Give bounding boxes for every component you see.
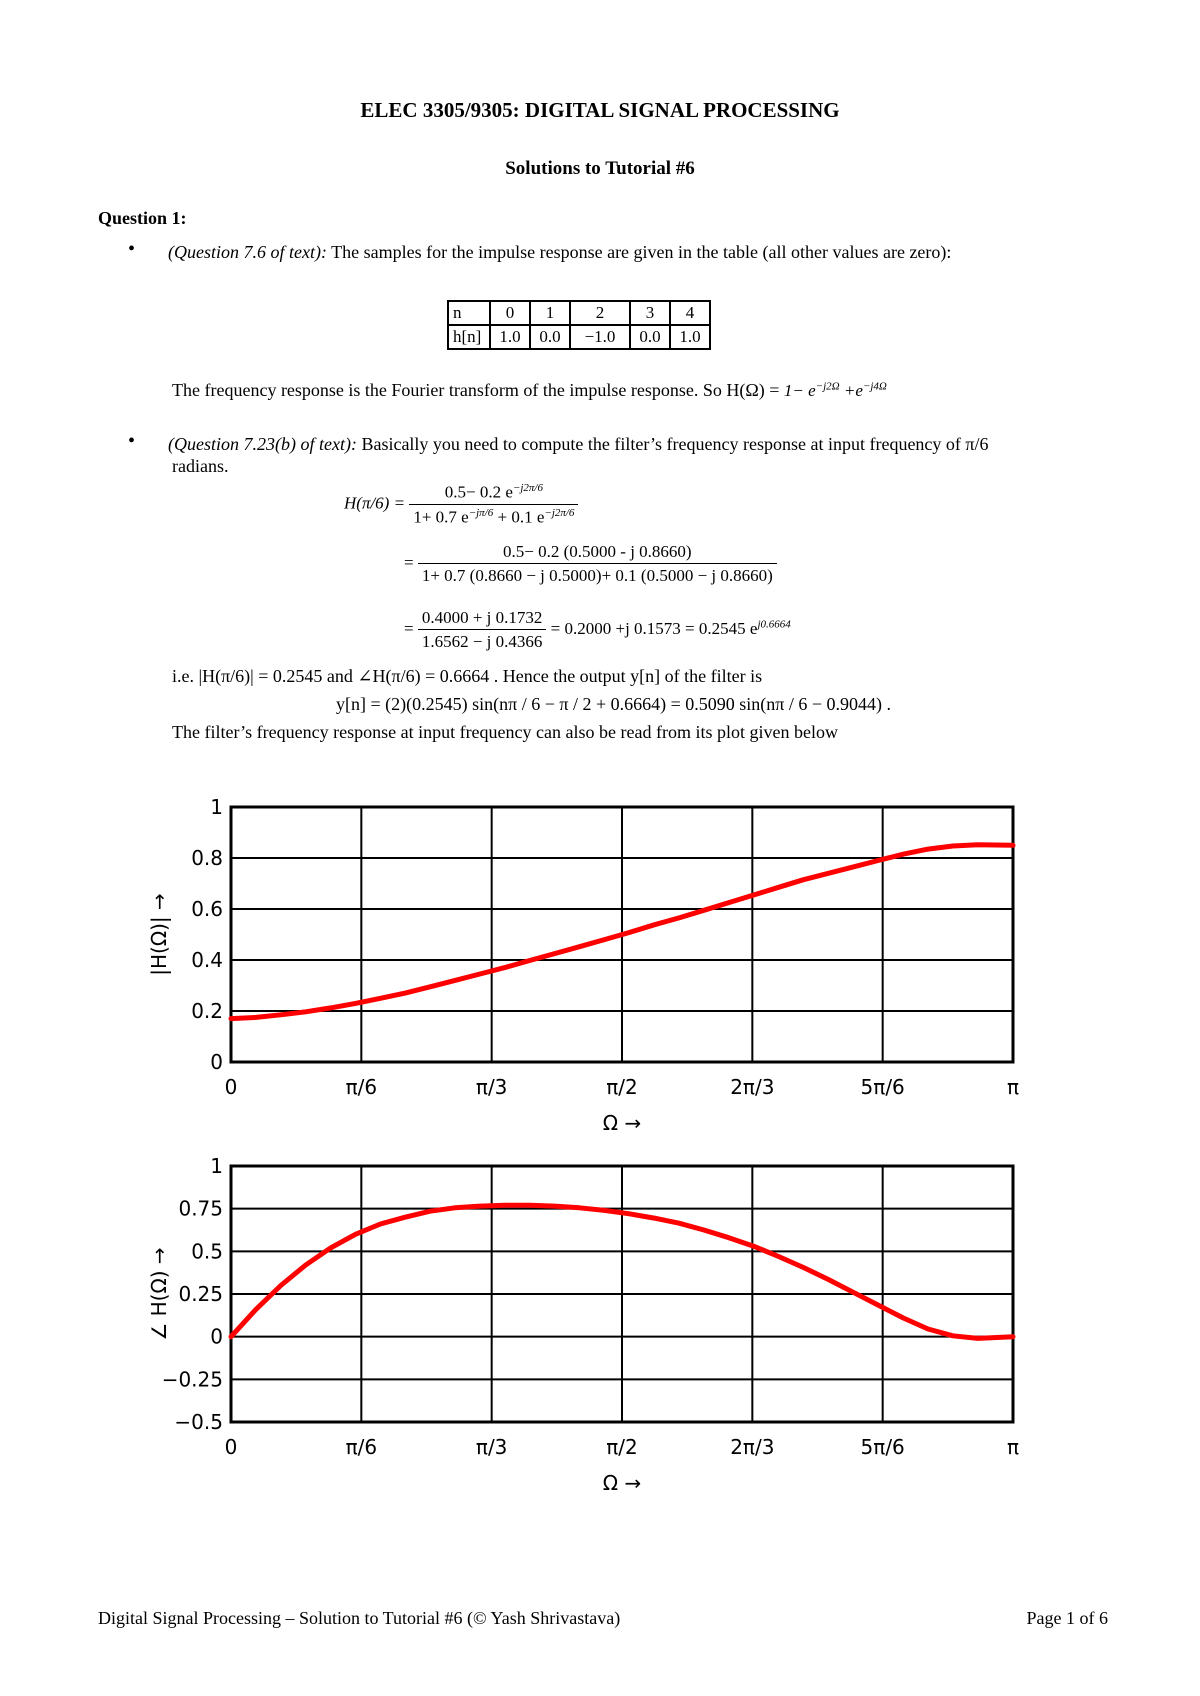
freq-eq-part: 1− e <box>783 381 816 400</box>
question-heading: Question 1: <box>98 208 187 228</box>
eq-exp: −j2π/6 <box>512 482 543 494</box>
eq-part: 0.5− 0.2 e <box>444 482 513 502</box>
phase-y-tick-label: 0.5 <box>191 1239 223 1264</box>
table-cell: 1.0 <box>670 325 710 349</box>
freq-text: The frequency response is the Fourier transform of the impulse response. So H(Ω) = <box>172 380 784 400</box>
eq3-rhs: = 0.2000 +j 0.1573 = 0.2545 e <box>550 618 758 638</box>
phase-x-tick-label: π/6 <box>345 1435 378 1459</box>
eq3-denominator: 1.6562 − j 0.4366 <box>421 632 543 651</box>
phase-x-axis-label: Ω → <box>602 1471 642 1495</box>
footer-page-number: Page 1 of 6 <box>1026 1608 1108 1628</box>
mag-y-tick-label: 0 <box>210 1050 223 1074</box>
eq-exp: −jπ/6 <box>468 506 494 519</box>
freq-eq-part: +e <box>839 381 863 400</box>
eq2-equals: = <box>404 552 414 572</box>
table-cell: 1 <box>530 301 570 325</box>
phase-y-tick-label: 0.25 <box>178 1282 223 1306</box>
mag-y-tick-label: 1 <box>210 795 223 819</box>
mag-x-tick-label: π/6 <box>345 1075 378 1099</box>
document-title: ELEC 3305/9305: DIGITAL SIGNAL PROCESSING <box>360 98 840 122</box>
eq3-equals: = <box>404 618 414 638</box>
bullet2-ref: (Question 7.23(b) of text): <box>168 434 357 454</box>
mag-x-tick-label: π <box>1006 1075 1020 1099</box>
footer-left: Digital Signal Processing – Solution to Tutorial #6 (© Yash Shrivastava) <box>98 1608 621 1628</box>
bullet2-text-cont: radians. <box>172 456 229 476</box>
table-cell: 2 <box>570 301 630 325</box>
bullet1-ref: (Question 7.6 of text): <box>168 242 327 262</box>
phase-chart <box>147 1154 1019 1495</box>
freq-eq-exp: −j4Ω <box>862 380 887 393</box>
bullet1-text: The samples for the impulse response are given in the table (all other values are zero): <box>326 242 952 262</box>
mag-x-tick-label: 0 <box>224 1075 238 1099</box>
table-cell: h[n] <box>448 325 490 349</box>
mag-y-axis-label: |H(Ω)| → <box>147 893 171 976</box>
phase-y-tick-label: 0.75 <box>178 1196 223 1221</box>
phase-x-tick-label: π <box>1006 1435 1020 1459</box>
phase-x-tick-label: π/2 <box>606 1435 638 1459</box>
eq2-numerator: 0.5− 0.2 (0.5000 - j 0.8660) <box>418 542 777 564</box>
plot-intro-line: The filter’s frequency response at input frequency can also be read from its plot given below <box>172 722 838 742</box>
table-cell: 3 <box>630 301 670 325</box>
eq-part: + 0.1 e <box>493 507 545 527</box>
table-cell: 1.0 <box>490 325 530 349</box>
y-line: y[n] = (2)(0.2545) sin(nπ / 6 − π / 2 + 0.6664) = 0.5090 sin(nπ / 6 − 0.9044) . <box>336 694 891 714</box>
phase-y-axis-label: ∠ H(Ω) → <box>147 1247 171 1341</box>
mag-x-tick-label: 2π/3 <box>730 1075 775 1099</box>
mag-y-tick-label: 0.6 <box>191 897 223 921</box>
mag-x-axis-label: Ω → <box>602 1111 642 1135</box>
phase-x-tick-label: 2π/3 <box>730 1435 775 1459</box>
bullet2-text: Basically you need to compute the filter’s frequency response at input frequency of π/6 <box>356 434 989 454</box>
eq2-denominator: 1+ 0.7 (0.8660 − j 0.5000)+ 0.1 (0.5000 − j 0.8660) <box>421 566 773 585</box>
mag-y-tick-label: 0.4 <box>191 948 223 972</box>
eq-exp: −j2π/6 <box>544 506 575 519</box>
phase-y-tick-label: 0 <box>210 1324 223 1349</box>
ie-line: i.e. |H(π/6)| = 0.2545 and ∠H(π/6) = 0.6664 . Hence the output y[n] of the filter is <box>172 666 763 686</box>
phase-x-tick-label: 5π/6 <box>860 1435 905 1459</box>
table-cell: −1.0 <box>570 325 630 349</box>
eq3-rhs-exp: j0.6664 <box>757 618 791 631</box>
phase-y-tick-label: −0.5 <box>174 1410 223 1434</box>
bullet-icon: • <box>128 430 136 452</box>
table-cell: 0.0 <box>530 325 570 349</box>
eq1-lhs: H(π/6) = <box>344 493 406 513</box>
phase-y-tick-label: 1 <box>210 1154 223 1178</box>
mag-y-tick-label: 0.8 <box>191 846 223 870</box>
mag-x-tick-label: 5π/6 <box>860 1075 905 1099</box>
mag-x-tick-label: π/2 <box>606 1075 638 1099</box>
eq-part: 1+ 0.7 e <box>413 507 469 527</box>
phase-x-tick-label: 0 <box>224 1435 238 1459</box>
eq3-numerator: 0.4000 + j 0.1732 <box>418 608 547 630</box>
mag-y-tick-label: 0.2 <box>191 999 223 1023</box>
phase-y-tick-label: −0.25 <box>161 1367 223 1392</box>
table-cell: n <box>448 301 490 325</box>
table-cell: 0 <box>490 301 530 325</box>
phase-x-tick-label: π/3 <box>475 1435 508 1459</box>
document-subtitle: Solutions to Tutorial #6 <box>505 158 695 179</box>
bullet-icon: • <box>128 238 136 260</box>
mag-x-tick-label: π/3 <box>475 1075 508 1099</box>
table-cell: 4 <box>670 301 710 325</box>
magnitude-chart <box>147 795 1019 1135</box>
freq-eq-exp: −j2Ω <box>815 380 840 393</box>
table-cell: 0.0 <box>630 325 670 349</box>
